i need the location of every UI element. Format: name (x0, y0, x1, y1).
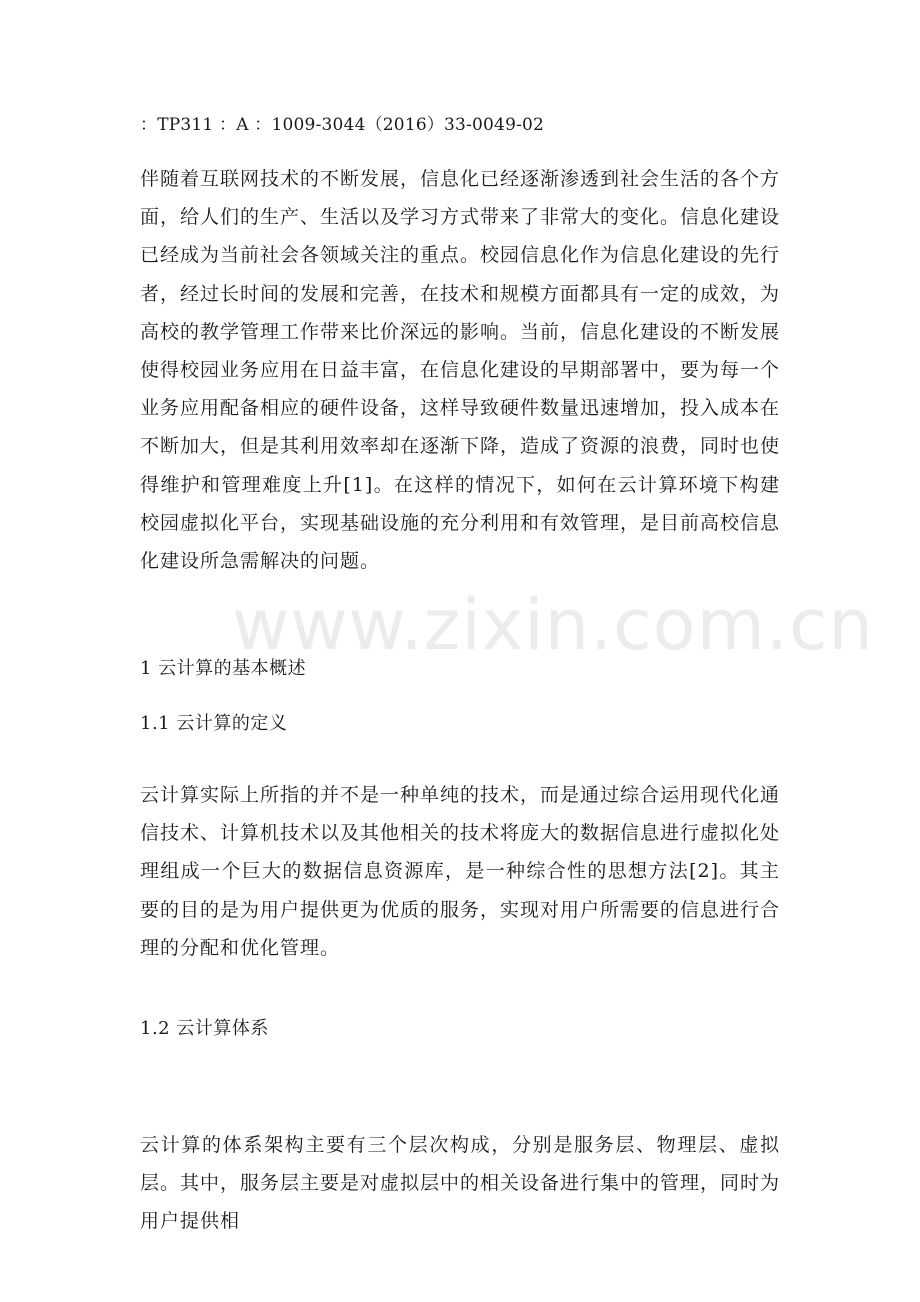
watermark-text: www.zixin.com.cn (232, 584, 874, 666)
intro-paragraph: 伴随着互联网技术的不断发展，信息化已经逐渐渗透到社会生活的各个方面，给人们的生产、生活以及学习方式带来了非常大的变化。信息化建设已经成为当前社会各领域关注的重点。校园信息化作为信息化建设的先行者，经过长时间的发展和完善，在技术和规模方面都具有一定的成效，为高校的教学管理工作带来比价深远的影响。当前，信息化建设的不断发展使得校园业务应用在日益丰富，在信息化建设的早期部署中，要为每一个业务应用配备相应的硬件设备，这样导致硬件数量迅速增加，投入成本在不断加大，但是其利用效率却在逐渐下降，造成了资源的浪费，同时也使得维护和管理难度上升[1]。在这样的情况下，如何在云计算环境下构建校园虚拟化平台，实现基础设施的充分利用和有效管理，是目前高校信息化建设所急需解决的问题。 (140, 168, 781, 573)
section-1-2-heading: 1.2 云计算体系 (140, 1018, 269, 1039)
section-1-1-heading: 1.1 云计算的定义 (140, 713, 288, 734)
section-1-1-paragraph: 云计算实际上所指的并不是一种单纯的技术，而是通过综合运用现代化通信技术、计算机技术以及其他相关的技术将庞大的数据信息进行虚拟化处理组成一个巨大的数据信息资源库，是一种综合性的思想方法[2]。其主要的目的是为用户提供更为优质的服务，实现对用户所需要的信息进行合理的分配和优化管理。 (140, 784, 781, 959)
section-1-heading: 1 云计算的基本概述 (140, 658, 307, 679)
section-1-2-paragraph: 云计算的体系架构主要有三个层次构成，分别是服务层、物理层、虚拟层。其中，服务层主要是对虚拟层中的相关设备进行集中的管理，同时为用户提供相 (140, 1134, 781, 1233)
classification-meta-line: ：TP311 ：A ：1009-3044（2016）33-0049-02 (140, 115, 545, 135)
